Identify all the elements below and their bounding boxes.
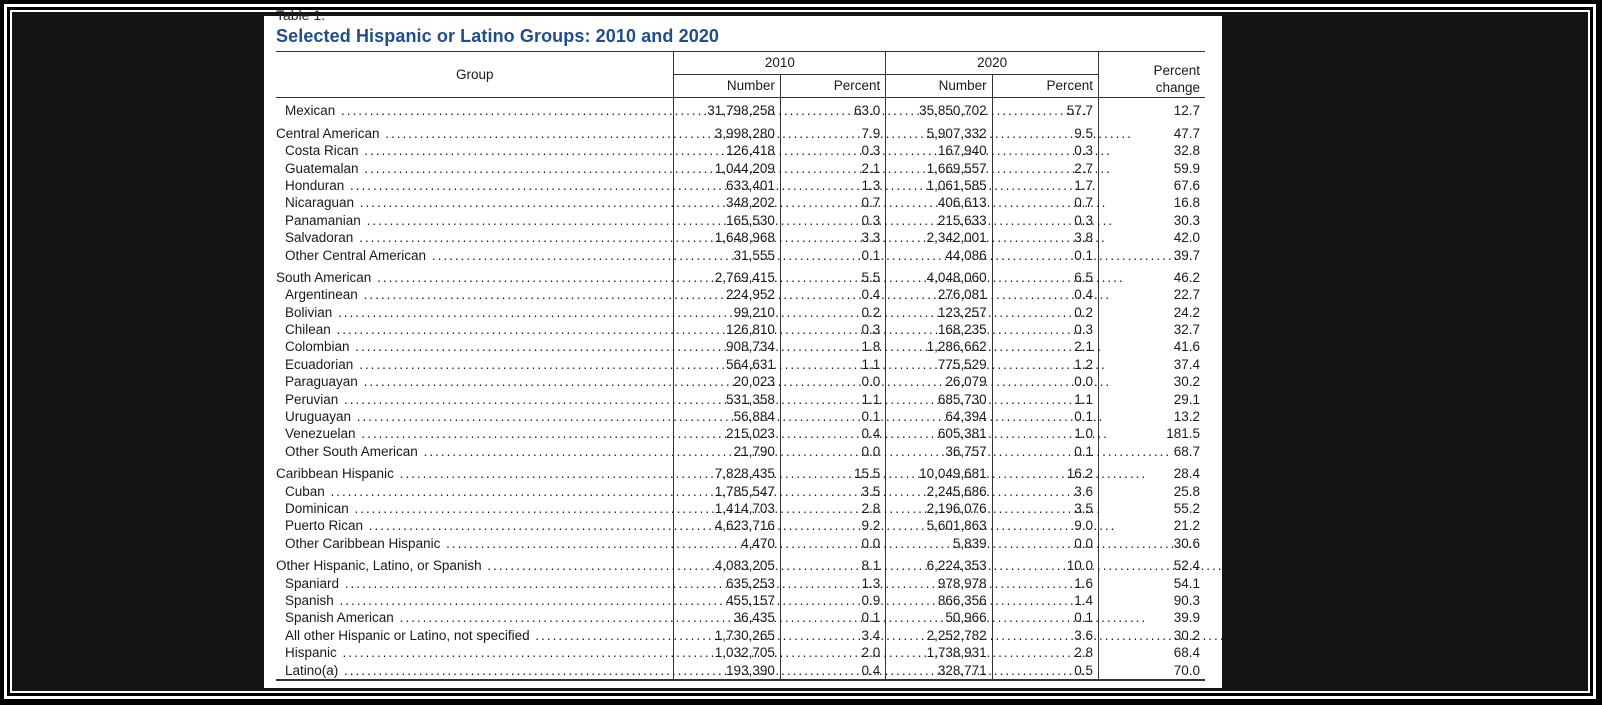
row-2010-number: 2,769,415 [674, 264, 780, 286]
row-2020-number: 2,245,686 [886, 482, 992, 499]
row-2010-number: 224,952 [674, 286, 780, 303]
row-percent-change: 29.1 [1099, 390, 1205, 407]
row-percent-change: 30.6 [1099, 534, 1205, 551]
table-row [276, 460, 1205, 482]
row-group-label: Hispanic ..... [276, 644, 674, 661]
row-2010-percent: 3.5 [780, 482, 885, 499]
row-2010-percent: 2.1 [780, 159, 885, 176]
table-row [276, 661, 1205, 679]
row-2020-number: 5,907,332 [886, 119, 992, 141]
row-2020-percent: 3.5 [992, 500, 1098, 517]
row-2010-percent: 0.3 [780, 211, 885, 228]
row-2020-number: 2,196,076 [886, 500, 992, 517]
document-page [264, 7, 1222, 688]
row-2010-percent: 63.0 [780, 98, 885, 120]
row-2010-percent: 7.9 [780, 119, 885, 141]
row-2010-number: 31,798,258 [674, 98, 780, 120]
row-percent-change: 68.4 [1099, 644, 1205, 661]
row-2020-percent: 6.5 [992, 264, 1098, 286]
row-percent-change: 59.9 [1099, 159, 1205, 176]
row-2020-number: 10,049,681 [886, 460, 992, 482]
row-2010-percent: 8.1 [780, 552, 885, 574]
row-group-label: Dominican ..... [276, 500, 674, 517]
row-2020-number: 276,081 [886, 286, 992, 303]
table-row [276, 390, 1205, 407]
row-2010-number: 455,157 [674, 592, 780, 609]
row-percent-change: 13.2 [1099, 408, 1205, 425]
table-row [276, 609, 1205, 626]
row-percent-change: 39.7 [1099, 246, 1205, 263]
row-2010-number: 21,790 [674, 442, 780, 459]
row-2010-number: 31,555 [674, 246, 780, 263]
row-percent-change: 90.3 [1099, 592, 1205, 609]
row-percent-change: 54.1 [1099, 574, 1205, 591]
row-percent-change: 25.8 [1099, 482, 1205, 499]
data-table [276, 51, 1205, 681]
row-percent-change: 68.7 [1099, 442, 1205, 459]
table-row [276, 373, 1205, 390]
row-2020-number: 1,669,557 [886, 159, 992, 176]
header-2020-number: Number [886, 75, 992, 98]
row-percent-change: 28.4 [1099, 460, 1205, 482]
row-group-label: Uruguayan ..... [276, 408, 674, 425]
row-2010-number: 215,023 [674, 425, 780, 442]
row-2010-percent: 0.4 [780, 661, 885, 679]
row-2020-percent: 3.8 [992, 229, 1098, 246]
row-2010-number: 99,210 [674, 303, 780, 320]
row-2010-number: 1,032,705 [674, 644, 780, 661]
table-row [276, 142, 1205, 159]
row-2010-number: 564,631 [674, 355, 780, 372]
table-row [276, 626, 1205, 643]
row-group-label: Caribbean Hispanic ..... [276, 460, 674, 482]
header-2020-percent: Percent [992, 75, 1098, 98]
row-2020-number: 167,940 [886, 142, 992, 159]
table-row [276, 177, 1205, 194]
row-group-label: Other Central American ..... [276, 246, 674, 263]
row-group-label: Central American ..... [276, 119, 674, 141]
header-2010-number: Number [674, 75, 780, 98]
row-percent-change: 67.6 [1099, 177, 1205, 194]
header-group: Group [276, 52, 674, 98]
row-group-label: South American ..... [276, 264, 674, 286]
row-percent-change: 30.3 [1099, 211, 1205, 228]
table-row [276, 644, 1205, 661]
table-row [276, 338, 1205, 355]
row-2020-number: 5,839 [886, 534, 992, 551]
row-percent-change: 21.2 [1099, 517, 1205, 534]
row-2010-percent: 1.3 [780, 177, 885, 194]
row-percent-change: 30.2 [1099, 373, 1205, 390]
row-group-label: Colombian ..... [276, 338, 674, 355]
row-2010-percent: 0.2 [780, 303, 885, 320]
table-row [276, 574, 1205, 591]
row-2020-percent: 3.6 [992, 626, 1098, 643]
row-2010-percent: 0.4 [780, 286, 885, 303]
row-2020-number: 26,079 [886, 373, 992, 390]
row-2020-percent: 0.1 [992, 408, 1098, 425]
row-2020-number: 50,966 [886, 609, 992, 626]
row-2010-percent: 0.1 [780, 609, 885, 626]
row-2010-number: 1,044,209 [674, 159, 780, 176]
row-2020-number: 36,757 [886, 442, 992, 459]
row-group-label: Paraguayan ..... [276, 373, 674, 390]
row-percent-change: 22.7 [1099, 286, 1205, 303]
row-2020-number: 6,224,353 [886, 552, 992, 574]
row-2010-number: 20,023 [674, 373, 780, 390]
row-2010-number: 7,828,435 [674, 460, 780, 482]
table-row [276, 194, 1205, 211]
row-group-label: Ecuadorian ..... [276, 355, 674, 372]
row-group-label: Costa Rican ..... [276, 142, 674, 159]
row-percent-change: 70.0 [1099, 661, 1205, 679]
row-2020-percent: 0.0 [992, 534, 1098, 551]
row-2020-number: 605,381 [886, 425, 992, 442]
row-2020-percent: 0.3 [992, 142, 1098, 159]
table-title: Selected Hispanic or Latino Groups: 2010 and 2020 [276, 26, 720, 46]
header-2010-percent: Percent [780, 75, 885, 98]
row-group-label: Guatemalan ..... [276, 159, 674, 176]
row-2020-number: 64,394 [886, 408, 992, 425]
row-percent-change: 52.4 [1099, 552, 1205, 574]
row-2020-number: 685,730 [886, 390, 992, 407]
row-2020-percent: 0.4 [992, 286, 1098, 303]
row-2020-number: 406,613 [886, 194, 992, 211]
row-2020-number: 5,601,863 [886, 517, 992, 534]
row-group-label: Venezuelan ..... [276, 425, 674, 442]
row-2020-percent: 1.4 [992, 592, 1098, 609]
row-2020-number: 168,235 [886, 321, 992, 338]
row-2010-number: 126,418 [674, 142, 780, 159]
row-2010-number: 1,730,265 [674, 626, 780, 643]
header-percent-change-line1: Percent [1153, 63, 1200, 78]
table-row [276, 98, 1205, 120]
table-row [276, 408, 1205, 425]
row-2010-percent: 0.4 [780, 425, 885, 442]
row-2010-number: 36,435 [674, 609, 780, 626]
row-percent-change: 47.7 [1099, 119, 1205, 141]
row-group-label: Puerto Rican ..... [276, 517, 674, 534]
row-2020-percent: 1.6 [992, 574, 1098, 591]
row-2020-number: 2,252,782 [886, 626, 992, 643]
row-2020-percent: 0.1 [992, 609, 1098, 626]
row-2010-percent: 0.7 [780, 194, 885, 211]
row-2010-percent: 2.8 [780, 500, 885, 517]
row-percent-change: 46.2 [1099, 264, 1205, 286]
row-2020-number: 4,048,060 [886, 264, 992, 286]
row-2010-percent: 1.8 [780, 338, 885, 355]
table-row [276, 534, 1205, 551]
row-2010-percent: 0.0 [780, 442, 885, 459]
row-2010-percent: 3.4 [780, 626, 885, 643]
row-2010-percent: 0.1 [780, 246, 885, 263]
row-2020-percent: 9.5 [992, 119, 1098, 141]
row-group-label: Other Caribbean Hispanic ..... [276, 534, 674, 551]
row-group-label: Spaniard ..... [276, 574, 674, 591]
row-percent-change: 16.8 [1099, 194, 1205, 211]
row-2010-percent: 0.3 [780, 142, 885, 159]
row-2010-percent: 1.1 [780, 355, 885, 372]
table-row [276, 246, 1205, 263]
row-2020-percent: 10.0 [992, 552, 1098, 574]
table-number: Table 1. [276, 7, 326, 23]
row-2020-number: 328,771 [886, 661, 992, 679]
table-row [276, 264, 1205, 286]
header-year-2010: 2010 [674, 52, 886, 75]
header-percent-change [1099, 52, 1205, 98]
row-percent-change: 181.5 [1099, 425, 1205, 442]
row-2010-number: 908,734 [674, 338, 780, 355]
row-percent-change: 41.6 [1099, 338, 1205, 355]
table-row [276, 592, 1205, 609]
row-2010-percent: 0.0 [780, 373, 885, 390]
row-2020-number: 775,529 [886, 355, 992, 372]
row-percent-change: 32.7 [1099, 321, 1205, 338]
row-2010-number: 531,358 [674, 390, 780, 407]
row-2020-number: 123,257 [886, 303, 992, 320]
table-row [276, 229, 1205, 246]
table-row [276, 119, 1205, 141]
row-2010-percent: 5.5 [780, 264, 885, 286]
row-percent-change: 39.9 [1099, 609, 1205, 626]
row-2010-number: 1,648,968 [674, 229, 780, 246]
row-group-label: Honduran ..... [276, 177, 674, 194]
table-row [276, 211, 1205, 228]
row-2010-number: 635,253 [674, 574, 780, 591]
table-row [276, 482, 1205, 499]
row-2020-percent: 57.7 [992, 98, 1098, 120]
row-group-label: Salvadoran ..... [276, 229, 674, 246]
row-2010-percent: 1.3 [780, 574, 885, 591]
row-2020-percent: 1.0 [992, 425, 1098, 442]
table-row [276, 355, 1205, 372]
row-group-label: Argentinean ..... [276, 286, 674, 303]
table-row [276, 517, 1205, 534]
row-group-label: Cuban ..... [276, 482, 674, 499]
row-2020-percent: 0.7 [992, 194, 1098, 211]
row-2020-percent: 3.6 [992, 482, 1098, 499]
row-2020-number: 35,850,702 [886, 98, 992, 120]
row-2010-number: 4,470 [674, 534, 780, 551]
row-2020-percent: 0.5 [992, 661, 1098, 679]
row-2020-number: 1,286,662 [886, 338, 992, 355]
header-percent-change-line2: change [1155, 80, 1200, 95]
row-2010-number: 1,414,703 [674, 500, 780, 517]
row-percent-change: 42.0 [1099, 229, 1205, 246]
row-2020-percent: 2.8 [992, 644, 1098, 661]
table-row [276, 159, 1205, 176]
table-row [276, 321, 1205, 338]
row-2010-percent: 0.1 [780, 408, 885, 425]
table-row [276, 425, 1205, 442]
table-row [276, 303, 1205, 320]
row-2010-number: 165,530 [674, 211, 780, 228]
table-row [276, 442, 1205, 459]
row-2020-number: 215,633 [886, 211, 992, 228]
row-2020-percent: 0.1 [992, 442, 1098, 459]
row-2020-number: 1,738,931 [886, 644, 992, 661]
row-2020-percent: 0.3 [992, 211, 1098, 228]
row-2010-percent: 0.3 [780, 321, 885, 338]
row-group-label: Panamanian ..... [276, 211, 674, 228]
row-percent-change: 55.2 [1099, 500, 1205, 517]
row-2020-number: 866,356 [886, 592, 992, 609]
row-group-label: Other Hispanic, Latino, or Spanish ..... [276, 552, 674, 574]
row-2010-number: 1,785,547 [674, 482, 780, 499]
row-2020-percent: 0.2 [992, 303, 1098, 320]
row-2020-number: 1,061,585 [886, 177, 992, 194]
row-2010-percent: 3.3 [780, 229, 885, 246]
row-group-label: Bolivian ..... [276, 303, 674, 320]
row-2010-percent: 9.2 [780, 517, 885, 534]
row-2010-number: 3,998,280 [674, 119, 780, 141]
row-2020-percent: 2.7 [992, 159, 1098, 176]
row-2020-percent: 1.2 [992, 355, 1098, 372]
row-2020-percent: 1.7 [992, 177, 1098, 194]
row-2010-number: 56,884 [674, 408, 780, 425]
row-2010-percent: 0.0 [780, 534, 885, 551]
row-2020-percent: 0.1 [992, 246, 1098, 263]
table-row [276, 500, 1205, 517]
row-2010-number: 348,202 [674, 194, 780, 211]
row-2010-number: 193,390 [674, 661, 780, 679]
row-2020-percent: 2.1 [992, 338, 1098, 355]
row-2010-number: 4,623,716 [674, 517, 780, 534]
row-2020-percent: 0.3 [992, 321, 1098, 338]
row-2020-number: 44,086 [886, 246, 992, 263]
row-group-label: Nicaraguan ..... [276, 194, 674, 211]
row-2020-percent: 1.1 [992, 390, 1098, 407]
row-2010-percent: 15.5 [780, 460, 885, 482]
row-percent-change: 24.2 [1099, 303, 1205, 320]
row-2010-percent: 1.1 [780, 390, 885, 407]
row-percent-change: 30.2 [1099, 626, 1205, 643]
table-body [276, 98, 1205, 680]
row-2020-number: 978,978 [886, 574, 992, 591]
row-2020-percent: 0.0 [992, 373, 1098, 390]
row-group-label: Mexican ..... [276, 98, 674, 120]
row-2020-number: 2,342,001 [886, 229, 992, 246]
row-group-label: Latino(a) ..... [276, 661, 674, 679]
row-percent-change: 32.8 [1099, 142, 1205, 159]
row-group-label: All other Hispanic or Latino, not specified ..... [276, 626, 674, 643]
row-group-label: Spanish American ..... [276, 609, 674, 626]
row-group-label: Chilean ..... [276, 321, 674, 338]
row-2020-percent: 16.2 [992, 460, 1098, 482]
row-2010-number: 633,401 [674, 177, 780, 194]
row-group-label: Peruvian ..... [276, 390, 674, 407]
row-percent-change: 37.4 [1099, 355, 1205, 372]
row-2010-percent: 0.9 [780, 592, 885, 609]
row-group-label: Spanish ..... [276, 592, 674, 609]
row-2010-number: 4,083,205 [674, 552, 780, 574]
row-2010-number: 126,810 [674, 321, 780, 338]
row-2020-percent: 9.0 [992, 517, 1098, 534]
table-row [276, 552, 1205, 574]
header-year-2020: 2020 [886, 52, 1099, 75]
row-2010-percent: 2.0 [780, 644, 885, 661]
table-row [276, 286, 1205, 303]
row-group-label: Other South American ..... [276, 442, 674, 459]
row-percent-change: 12.7 [1099, 98, 1205, 120]
